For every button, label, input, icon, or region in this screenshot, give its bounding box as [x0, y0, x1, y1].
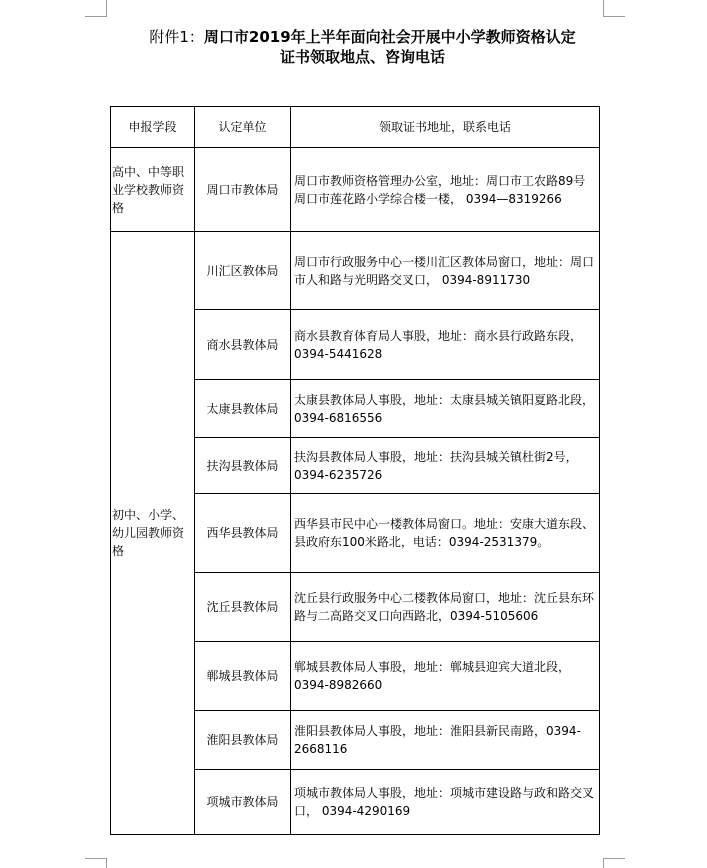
- address-cell: 扶沟县教体局人事股，地址：扶沟县城关镇杜街2号， 0394-6235726: [291, 438, 600, 494]
- crop-mark-bottom-left-v: [106, 858, 107, 868]
- address-cell: 项城市教体局人事股，地址：项城市建设路与政和路交叉口， 0394-4290169: [291, 770, 600, 835]
- crop-mark-top-right-v: [603, 0, 604, 17]
- header-address: 领取证书地址，联系电话: [291, 107, 600, 148]
- unit-cell: 沈丘县教体局: [195, 573, 291, 642]
- table-header-row: [111, 107, 600, 148]
- address-cell: 淮阳县教体局人事股，地址：淮阳县新民南路，0394-2668116: [291, 711, 600, 770]
- header-stage: 申报学段: [111, 107, 195, 148]
- address-cell: 周口市教师资格管理办公室，地址：周口市工农路89号周口市莲花路小学综合楼一楼， 0394—8319266: [291, 148, 600, 232]
- title-main: 周口市2019年上半年面向社会开展中小学教师资格认定: [203, 28, 576, 46]
- address-cell: 郸城县教体局人事股，地址：郸城县迎宾大道北段， 0394-8982660: [291, 642, 600, 711]
- crop-mark-bottom-right-v: [603, 858, 604, 868]
- crop-mark-top-left-v: [106, 0, 107, 17]
- document-title: [95, 27, 630, 67]
- unit-cell: 商水县教体局: [195, 310, 291, 380]
- title-line-2: 证书领取地点、咨询电话: [279, 48, 445, 66]
- address-cell: 太康县教体局人事股，地址：太康县城关镇阳夏路北段， 0394-6816556: [291, 380, 600, 438]
- crop-mark-top-right-h: [603, 16, 625, 17]
- address-cell: 周口市行政服务中心一楼川汇区教体局窗口，地址：周口市人和路与光明路交叉口， 0394-8911730: [291, 232, 600, 310]
- title-prefix: 附件1：: [149, 28, 204, 46]
- address-cell: 沈丘县行政服务中心二楼教体局窗口，地址：沈丘县东环路与二高路交叉口向西路北，0394-5105606: [291, 573, 600, 642]
- unit-cell: 太康县教体局: [195, 380, 291, 438]
- crop-mark-bottom-right-h: [603, 858, 625, 859]
- unit-cell: 周口市教体局: [195, 148, 291, 232]
- table-row: [111, 148, 600, 232]
- unit-cell: 川汇区教体局: [195, 232, 291, 310]
- address-cell: 西华县市民中心一楼教体局窗口。地址：安康大道东段、县政府东100米路北，电话：0394-2531379。: [291, 494, 600, 573]
- certificate-location-table: [110, 106, 600, 835]
- stage-cell: 初中、小学、幼儿园教师资格: [111, 232, 195, 835]
- unit-cell: 郸城县教体局: [195, 642, 291, 711]
- address-cell: 商水县教育体育局人事股，地址：商水县行政路东段， 0394-5441628: [291, 310, 600, 380]
- crop-mark-top-left-h: [85, 16, 107, 17]
- crop-mark-bottom-left-h: [85, 858, 107, 859]
- unit-cell: 扶沟县教体局: [195, 438, 291, 494]
- unit-cell: 西华县教体局: [195, 494, 291, 573]
- unit-cell: 项城市教体局: [195, 770, 291, 835]
- header-unit: 认定单位: [195, 107, 291, 148]
- unit-cell: 淮阳县教体局: [195, 711, 291, 770]
- stage-cell: 高中、中等职业学校教师资格: [111, 148, 195, 232]
- title-line-1: [95, 27, 630, 47]
- table-row: [111, 232, 600, 310]
